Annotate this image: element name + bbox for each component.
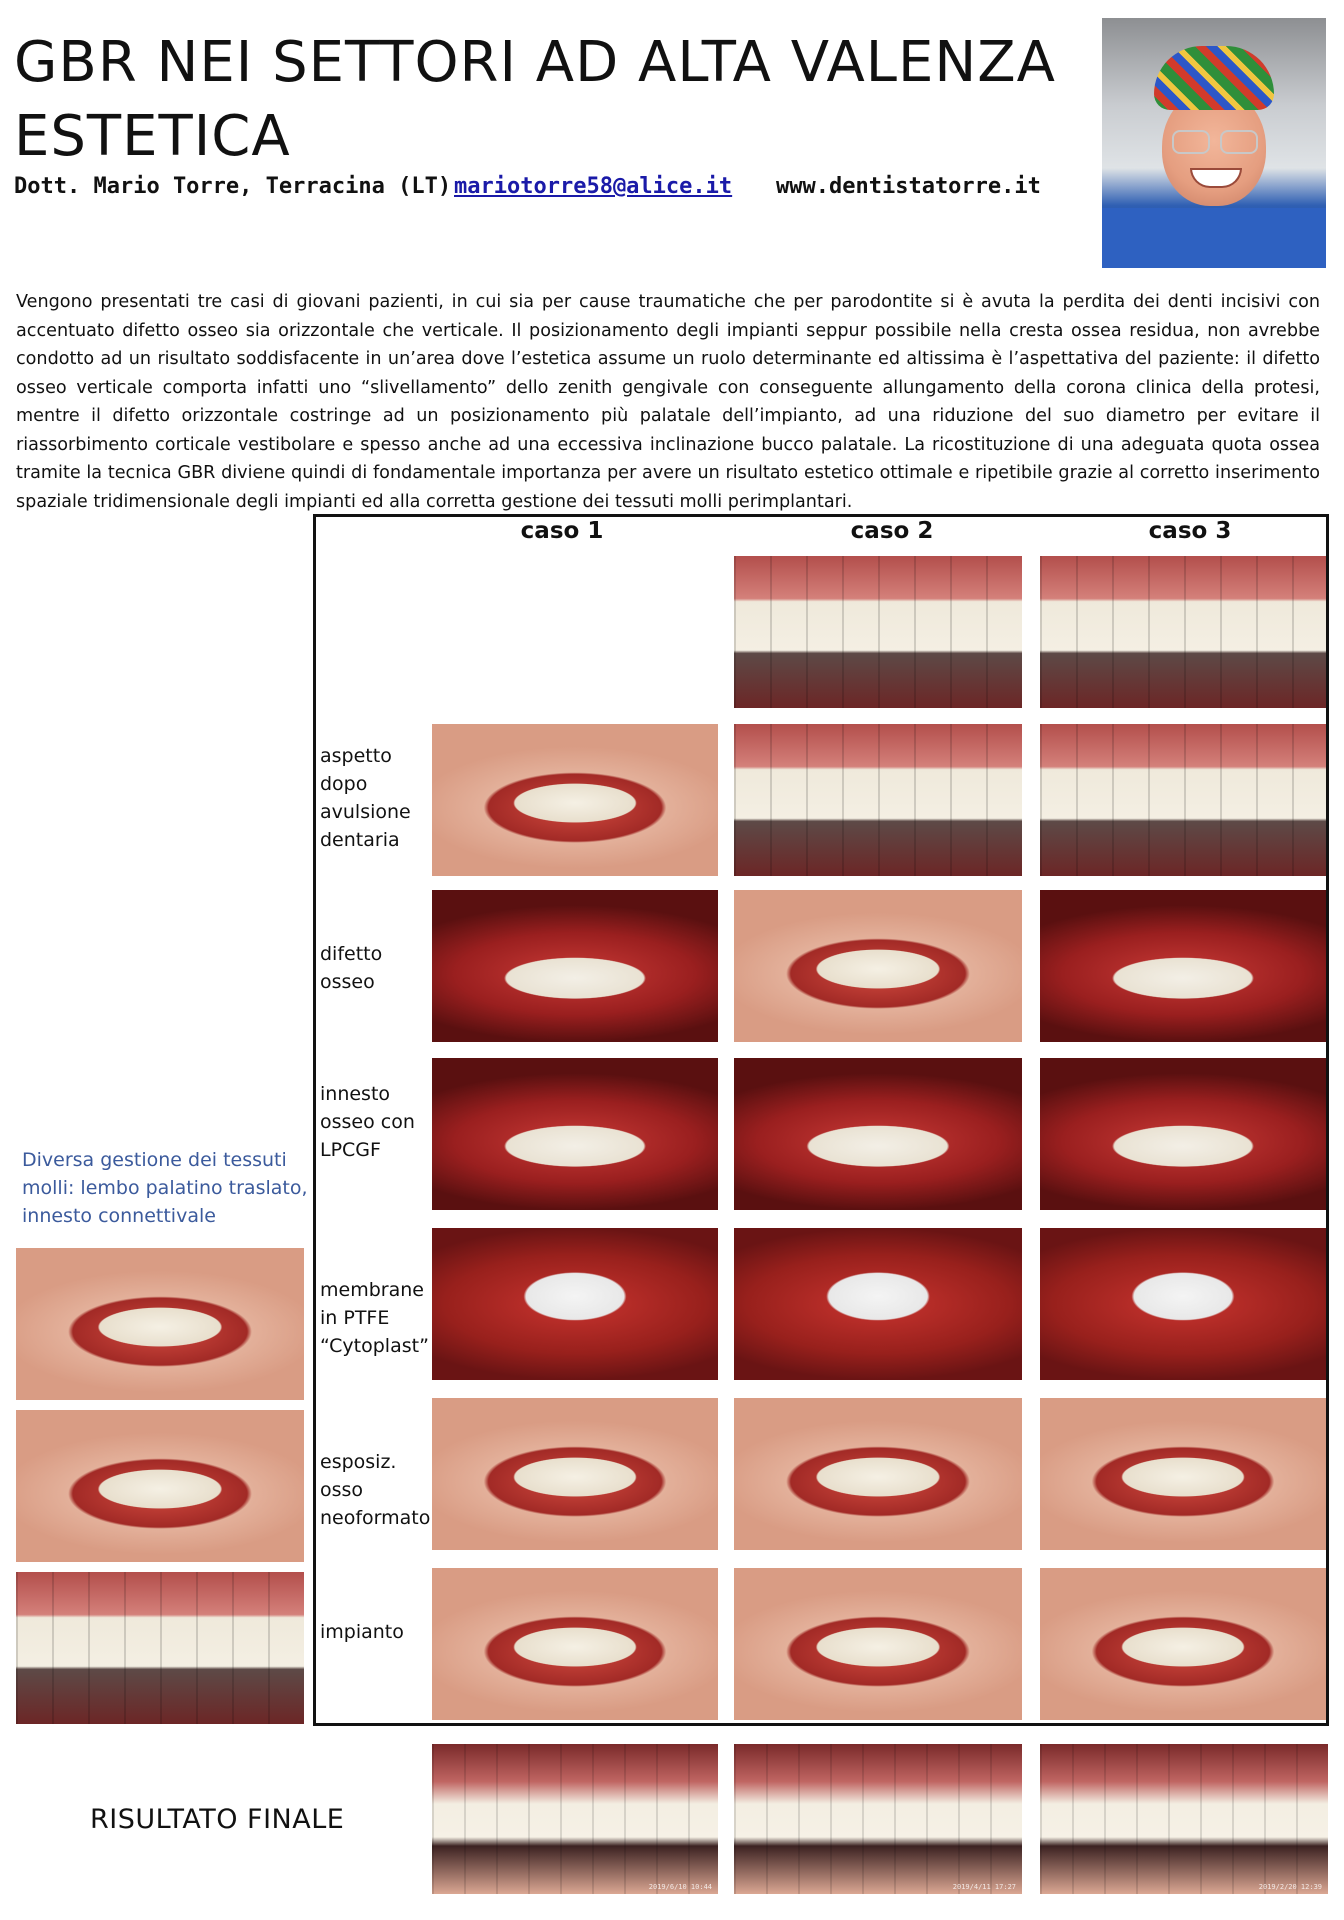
photo-case1-defect <box>432 890 718 1042</box>
case-1-header: caso 1 <box>520 518 604 544</box>
row-label-avulsion: aspetto dopo avulsione dentaria <box>320 745 411 851</box>
photo-case3-membrane <box>1040 1228 1326 1380</box>
photo-case2-membrane <box>734 1228 1022 1380</box>
case-2-header: caso 2 <box>850 518 934 544</box>
photo-case2-implant <box>734 1568 1022 1720</box>
photo-case3-exposure <box>1040 1398 1326 1550</box>
website-text: www.dentistatorre.it <box>776 174 1041 199</box>
photo-case3-final <box>1040 1744 1328 1894</box>
row-label-membrane: membrane in PTFE “Cytoplast” <box>320 1279 429 1357</box>
author-portrait <box>1102 18 1326 268</box>
title-line-1: GBR NEI SETTORI AD ALTA VALENZA <box>14 30 1056 95</box>
photo-timestamp: 2019/6/10 10:44 <box>648 1883 712 1891</box>
poster-title <box>14 26 1074 174</box>
photo-side-3 <box>16 1572 304 1724</box>
title-line-2: ESTETICA <box>14 104 291 169</box>
photo-side-1 <box>16 1248 304 1400</box>
photo-case2-avulsion <box>734 724 1022 876</box>
photo-case3-implant <box>1040 1568 1326 1720</box>
row-label-implant: impianto <box>320 1621 404 1643</box>
row-label-bone-exposure: esposiz. osso neoformato <box>320 1451 431 1529</box>
author-line <box>14 174 1094 204</box>
intro-paragraph: Vengono presentati tre casi di giovani pazienti, in cui sia per cause traumatiche che per parodontite si è avuta la perdita dei denti incisivi con accentuato difetto osseo sia orizzontale che verticale. Il posizionamento degli impianti seppur possibile nella cresta ossea residua, non avrebbe condotto ad un risultato soddisfacente in un’area dove l’estetica assume un ruolo determinante ed altissima è l’aspettativa del paziente: il difetto osseo verticale comporta infatti uno “slivellamento” dello zenith gengivale con conseguente allungamento della corona clinica della protesi, mentre il difetto orizzontale costringe ad un posizionamento più palatale dell’impianto, ad una riduzione del suo diametro per evitare il riassorbimento corticale vestibolare e spesso anche ad una eccessiva inclinazione bucco palatale. La ricostituzione di una adeguata quota ossea tramite la tecnica GBR diviene quindi di fondamentale importanza per avere un risultato estetico ottimale e ripetibile grazie al corretto inserimento spaziale tridimensionale degli impianti ed alla corretta gestione dei tessuti molli perimplantari. <box>16 292 1320 512</box>
soft-tissue-caption: Diversa gestione dei tessuti molli: lembo palatino traslato, innesto connettivale <box>22 1149 308 1227</box>
photo-case2-graft <box>734 1058 1022 1210</box>
photo-case2-final <box>734 1744 1022 1894</box>
email-link[interactable]: mariotorre58@alice.it <box>454 174 733 199</box>
final-result-label: RISULTATO FINALE <box>90 1804 345 1835</box>
photo-timestamp: 2019/4/11 17:27 <box>952 1883 1016 1891</box>
author-name: Dott. Mario Torre, Terracina (LT) <box>14 174 452 199</box>
photo-case1-implant <box>432 1568 718 1720</box>
photo-case1-avulsion <box>432 724 718 876</box>
photo-side-2 <box>16 1410 304 1562</box>
photo-case2-preop <box>734 556 1022 708</box>
photo-case2-exposure <box>734 1398 1022 1550</box>
photo-case1-final <box>432 1744 718 1894</box>
photo-timestamp: 2019/2/20 12:39 <box>1258 1883 1322 1891</box>
photo-case1-membrane <box>432 1228 718 1380</box>
photo-case3-avulsion <box>1040 724 1326 876</box>
row-label-bone-defect: difetto osseo <box>320 943 383 993</box>
photo-case2-defect <box>734 890 1022 1042</box>
photo-case1-graft <box>432 1058 718 1210</box>
photo-case3-graft <box>1040 1058 1326 1210</box>
case-3-header: caso 3 <box>1148 518 1232 544</box>
photo-case3-defect <box>1040 890 1326 1042</box>
photo-case3-preop <box>1040 556 1326 708</box>
photo-case1-exposure <box>432 1398 718 1550</box>
row-label-bone-graft: innesto osseo con LPCGF <box>320 1083 415 1161</box>
